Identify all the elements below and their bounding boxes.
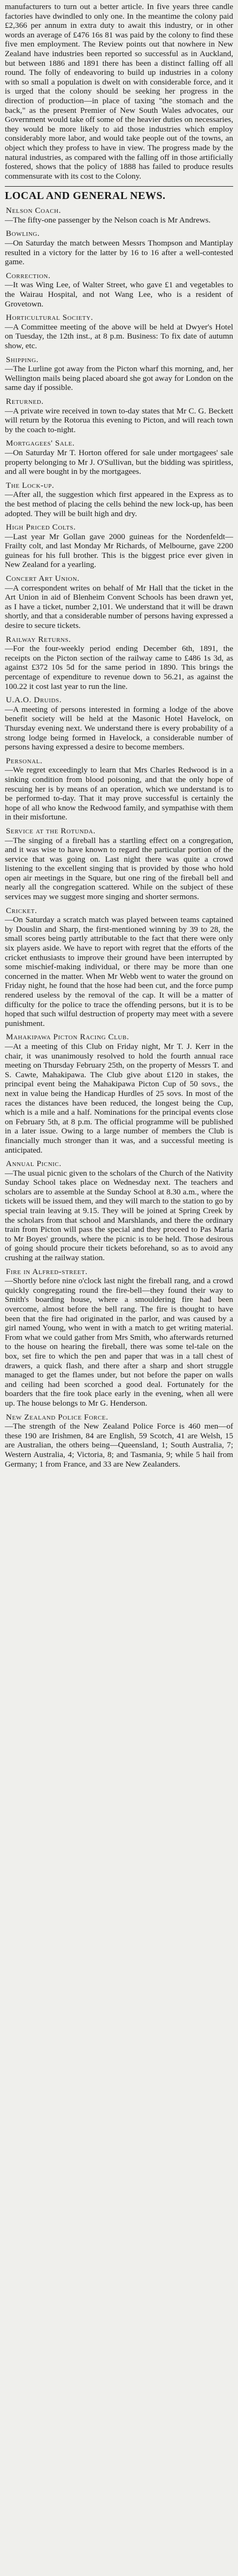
news-item-lead: Shipping. <box>6 355 39 364</box>
news-item-text: —The Lurline got away from the Picton wharf this morning, and, her Wellington mails being placed aboard she got away for London on the same day if possible. <box>5 364 233 393</box>
news-item <box>5 1159 233 1263</box>
news-item-lead: The Lock-up. <box>6 480 55 490</box>
news-item-text: —It was Wing Lee, of Walter Street, who gave £1 and vegetables to the Wairau Hospital, and not Wang Lee, who is a resident of Grovetown. <box>5 280 233 309</box>
news-item-lead: Concert Art Union. <box>6 574 80 584</box>
news-item-text: —On Saturday the match between Messrs Thompson and Mantiplay resulted in a victory for the latter by 16 to 16 after a well-contested game. <box>5 239 233 267</box>
news-item-text: —For the four-weekly period ending December 6th, 1891, the receipts on the Picton section of the railway came to £486 1s 3d, as against £372 10s 5d for the same period in 1890. This brings the percentage of expenditure to revenue down to 56.21, as against the 100.22 it cost last year to run the line. <box>5 644 233 691</box>
news-item <box>5 313 233 350</box>
news-item-text: —A meeting of persons interested in forming a lodge of the above benefit society will be held at the Masonic Hotel Havelock, on Thursday evening next. We understand there is every probability of a strong lodge being formed in Havelock, a considerable number of persons having expressed a desire to become members. <box>5 704 233 752</box>
news-item-lead: Service at the Rotunda. <box>6 826 96 835</box>
news-item-text: —Last year Mr Gollan gave 2000 guineas for the Nordenfeldt—Frailty colt, and last Monday Mr Richards, of Melbourne, gave 2200 guineas for his full brother. This is the biggest price ever given in New Zealand for a yearling. <box>5 532 233 570</box>
section-rule <box>5 186 233 187</box>
news-item <box>5 271 233 309</box>
news-item-text: —The fifty-one passenger by the Nelson coach is Mr Andrews. <box>5 215 211 225</box>
news-item-text: —We regret exceedingly to learn that Mrs Charles Redwood is in a sinking condition from blood poisoning, and that the only hope of rescuing her is by means of an operation, which we understand is to be performed to-day. That it may prove successful is certainly the hope of all who know the Redwood family, and sympathise with them in their misfortune. <box>5 765 233 822</box>
news-item-lead: Fire in Alfred-street. <box>6 1267 88 1276</box>
news-item-text: —At a meeting of this Club on Friday night, Mr T. J. Kerr in the chair, it was unanimously resolved to hold the fourth annual race meeting on Thursday February 25th, on the property of Messrs T. and S. Cawte, Mahakipawa. The Club give about £120 in stakes, the principal event being the Mahakipawa Picton Cup of 50 sovs., the next in value being the Handicap Hurdles of 25 sovs. In most of the races the distances have been reduced, the longest being the Cup, which is a mile and a half. Nominations for the principal events close on February 5th, at 8 p.m. The official programme will be published in a later issue. Owing to a large number of members the Club is financially much stronger than it was, and a successful meeting is anticipated. <box>5 1041 233 1155</box>
news-item-lead: Returned. <box>6 396 44 406</box>
news-item <box>5 206 233 225</box>
news-item-text: —Shortly before nine o'clock last night the fireball rang, and a crowd quickly congregating round the fire-bell—they found their way to Smith's boarding house, where a smouldering fire had been overcome, almost before the bell rang. The fire is thought to have been that the fire had originated in the parlor, and was caused by a girl named Young, who went in with a match to get writing material. From what we could gather from Mrs Smith, who afterwards returned to the house on hearing the fireball, there was some tel-tale on the box, set fire to which the pen and paper that was in a tall chest of drawers, a quick flash, and there after a sharp and short struggle managed to get the flames under, but not before the paper on walls and ceiling had been scorched a good deal. Fortunately for the boarders that the fire took place early in the evening, when all were up. The house belongs to Mr G. Henderson. <box>5 1276 233 1408</box>
news-item-lead: Personal. <box>6 756 43 765</box>
news-item-lead: Mortgagees' Sale. <box>6 439 75 448</box>
news-item-lead: Nelson Coach. <box>6 206 62 216</box>
news-item-lead: U.A.O. Druids. <box>6 695 62 705</box>
news-item <box>5 523 233 570</box>
news-item <box>5 1032 233 1155</box>
news-item <box>5 756 233 822</box>
news-item <box>5 635 233 692</box>
news-item <box>5 1413 233 1469</box>
news-items <box>5 206 233 1469</box>
news-item-lead: Bowling. <box>6 229 40 239</box>
news-item-text: —On Saturday Mr T. Horton offered for sale under mortgagees' sale property belonging to Mr J. O'Sullivan, but the bidding was spiritless, and all were bought in by the mortgagees. <box>5 448 233 477</box>
news-item-text: —A Committee meeting of the above will be held at Dwyer's Hotel on Tuesday, the 12th inst., at 8 p.m. Business: To fix date of autumn show, etc. <box>5 322 233 350</box>
news-item-lead: Cricket. <box>6 906 37 915</box>
news-item <box>5 439 233 476</box>
section-heading: LOCAL AND GENERAL NEWS. <box>5 190 166 202</box>
news-item-text: —A private wire received in town to-day states that Mr C. G. Beckett will return by the Rotorua this evening to Picton, and will reach town by the coach to-night. <box>5 406 233 434</box>
news-item <box>5 826 233 902</box>
article-paragraph: manufacturers to turn out a better article. In five years three candle factories have dwindled to only one. In the meantime the colony paid £2,366 per annum in extra duty to await this industry, or in other words an average of £476 16s 81 was paid by the colony to find these five men employment. The Review points out that nowhere in New Zealand have industries been reported so successful as in Auckland, but between 1886 and 1891 there has been a distinct falling off all round. The folly of endeavoring to build up industries in a colony with so small a population is dwelt on with considerable force, and it is urged that the colony should be seeking her progress in the direction of production—in place of taxing "the stomach and the back," as the present Premier of New South Wales advocates, our Government would take off some of the heavier duties on necessaries, they would be more likely to aid those industries which employ considerably more labor, and would take people out of the towns, an object which they profess to have in view. The progress made by the natural industries, as compared with the falling off in those artificially fostered, shows that the policy of 1888 has failed to produce results commensurate with its cost to the Colony. <box>5 2 233 181</box>
news-item <box>5 695 233 752</box>
news-item-text: —A correspondent writes on behalf of Mr Hall that the ticket in the Art Union in aid of Blenheim Convent Schools has been drawn yet, as I have a ticket, number 2,101. We understand that it will be drawn shortly, and that a considerable number of persons having expressed a desire to secure tickets. <box>5 583 233 631</box>
news-item-lead: Horticultural Society. <box>6 313 94 323</box>
news-item-lead: Mahakipawa Picton Racing Club. <box>6 1032 129 1042</box>
editorial-article <box>5 2 233 181</box>
news-item <box>5 355 233 393</box>
news-item-lead: Railway Returns. <box>6 634 71 644</box>
news-item <box>5 397 233 434</box>
news-item <box>5 229 233 266</box>
news-item-text: —The strength of the New Zealand Police Force is 460 men—of these 190 are Irishmen, 84 are English, 59 Scotch, 41 are Welsh, 15 are Australian, the others being—Queensland, 1; South Australia, 7; Western Australia, 4; Victoria, 8; and Tasmania, 9; while 5 hail from Germany; 1 from France, and 33 are New Zealanders. <box>5 1422 233 1469</box>
news-item <box>5 906 233 1029</box>
news-item-lead: Correction. <box>6 271 51 280</box>
news-item <box>5 574 233 631</box>
news-item-lead: Annual Picnic. <box>6 1159 62 1169</box>
news-item-text: —After all, the suggestion which first appeared in the Express as to the best method of placing the cells behind the new lock-up, has been adopted. They will be built high and dry. <box>5 490 233 518</box>
news-item-text: —On Saturday a scratch match was played between teams captained by Douslin and Sharp, the first-mentioned winning by 39 to 28, the small scores being partly attributable to the fact that there were only six players aside. We have to report with regret that the efforts of the cricket enthusiasts to improve their ground have been interrupted by some mischief-making individual, or there may be more than one concerned in the matter. When Mr Webb went to water the ground on Friday night, he found that the hose had been cut, and the force pump rendered useless by the removal of the cap. It will be a matter of difficulty for the police to trace the offending persons, but it is to be hoped that such wilful destruction of property may meet with a severe punishment. <box>5 915 233 1028</box>
news-item-lead: High Priced Colts. <box>6 523 76 532</box>
news-item-lead: New Zealand Police Force. <box>6 1412 109 1422</box>
news-item <box>5 1267 233 1408</box>
news-item-text: —The singing of a fireball has a startling effect on a congregation, and it was wise to have known to regard the particular portion of the service that was going on. Last night there was quite a crowd listening to the excellent singing that is provided by those who hold open air meetings in the Square, but one ring of the fireball bell and nearly all the congregation scattered. While on the subject of these services may we suggest more singing and shorter sermons. <box>5 835 233 902</box>
news-item <box>5 481 233 518</box>
news-item-text: —The usual picnic given to the scholars of the Church of the Nativity Sunday School takes place on Wednesday next. The teachers and scholars are to assemble at the Sunday School at 8.30 a.m., where the tickets will be issued them, and they will march to the station to go by special train leaving at 9.15. They will be joined at Spring Creek by the scholars from that school and Marshlands, and there the ordinary train from Picton will pass the special and they proceed to Pas Maria to Mr Boyes' grounds, where the picnic is to be held. Those desirous of going should procure their tickets beforehand, so as to avoid any crushing at the railway station. <box>5 1168 233 1263</box>
